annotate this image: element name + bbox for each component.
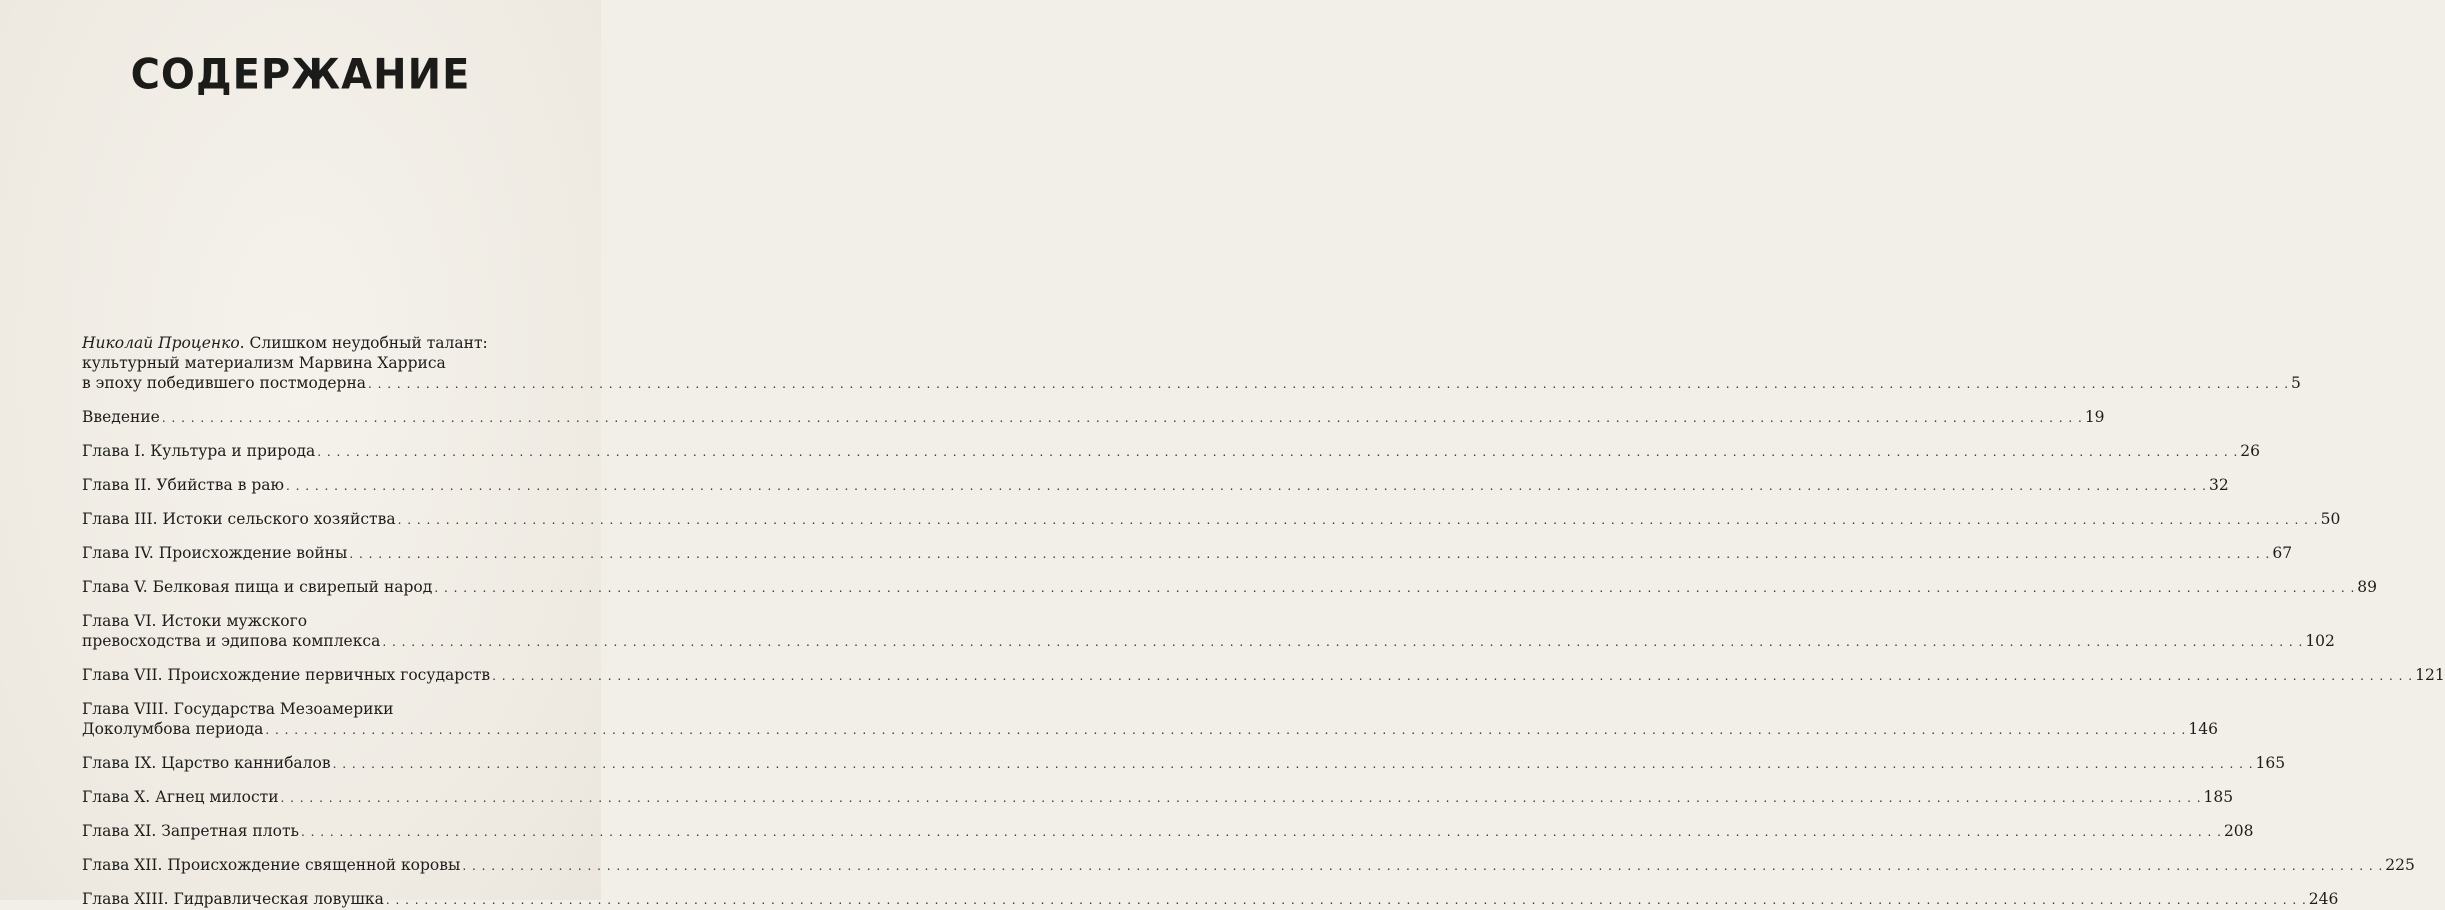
toc-entry-title: Глава XI. Запретная плоть <box>82 822 299 840</box>
toc-entry-title: Глава X. Агнец милости <box>82 788 279 806</box>
toc-entry-last-line <box>82 665 2445 686</box>
toc-leader-dots: . . . . . . . . . . . . . . . . . . . . . . . . . . . . . . . . . . . . . . . . . . . . . . . . . . . . . . . . . . . . . . . . . . . . . . . . . . . . . . . . . . . . . . . . . . . . . . . . . . . . . . . . . . . . . . . . . . . . . . . . . . . . . . . . . . . . . . . . . . . . . . . . . . . . . . . . . . . . . . . . . . . . . . . . . . . . . . . . . . . . . . . . . . . . . . . . . . . . . . . . <box>286 479 2207 493</box>
toc-entry-line <box>82 333 530 353</box>
toc-page-number: 246 <box>2308 890 2339 908</box>
page-title: СОДЕРЖАНИЕ <box>130 50 471 100</box>
toc-entry-title: Доколумбова периода <box>82 720 264 738</box>
toc-leader-dots: . . . . . . . . . . . . . . . . . . . . . . . . . . . . . . . . . . . . . . . . . . . . . . . . . . . . . . . . . . . . . . . . . . . . . . . . . . . . . . . . . . . . . . . . . . . . . . . . . . . . . . . . . . . . . . . . . . . . . . . . . . . . . . . . . . . . . . . . . . . . . . . . . . . . . . . . . . . . . . . . . . . . . . . . . . . . . . . . . . . . . . . . . . . . . . . . . . . . . . . . <box>385 893 2307 907</box>
toc-page-number: 19 <box>2084 408 2105 426</box>
toc-author: Николай Проценко. <box>82 334 245 352</box>
toc-entry-last-line <box>82 753 2286 774</box>
toc-entry <box>82 855 2415 876</box>
toc-page-number: 121 <box>2415 666 2445 684</box>
toc-entry <box>82 333 2301 394</box>
toc-leader-dots: . . . . . . . . . . . . . . . . . . . . . . . . . . . . . . . . . . . . . . . . . . . . . . . . . . . . . . . . . . . . . . . . . . . . . . . . . . . . . . . . . . . . . . . . . . . . . . . . . . . . . . . . . . . . . . . . . . . . . . . . . . . . . . . . . . . . . . . . . . . . . . . . . . . . . . . . . . . . . . . . . . . . . . . . . . . . . . . . . . . . . . . . . . . . . . . . . . . . . . . . <box>161 411 2083 425</box>
toc-entry-title: Глава II. Убийства в раю <box>82 476 284 494</box>
toc-entry-line <box>82 699 530 719</box>
toc-entry-title: Глава V. Белковая пища и свирепый народ <box>82 578 433 596</box>
table-of-contents <box>82 333 2445 910</box>
toc-entry-last-line <box>82 373 2301 394</box>
toc-entry-last-line <box>82 509 2341 530</box>
toc-entry <box>82 665 2445 686</box>
toc-page-number: 102 <box>2305 632 2335 650</box>
toc-leader-dots: . . . . . . . . . . . . . . . . . . . . . . . . . . . . . . . . . . . . . . . . . . . . . . . . . . . . . . . . . . . . . . . . . . . . . . . . . . . . . . . . . . . . . . . . . . . . . . . . . . . . . . . . . . . . . . . . . . . . . . . . . . . . . . . . . . . . . . . . . . . . . . . . . . . . . . . . . . . . . . . . . . . . . . . . . . . . . . . . . . . . . . . . . . . . . . . . . . . . . . . . <box>349 547 2271 561</box>
toc-leader-dots: . . . . . . . . . . . . . . . . . . . . . . . . . . . . . . . . . . . . . . . . . . . . . . . . . . . . . . . . . . . . . . . . . . . . . . . . . . . . . . . . . . . . . . . . . . . . . . . . . . . . . . . . . . . . . . . . . . . . . . . . . . . . . . . . . . . . . . . . . . . . . . . . . . . . . . . . . . . . . . . . . . . . . . . . . . . . . . . . . . . . . . . . . . . . . . . . . . . . . . . . <box>397 513 2319 527</box>
toc-entry <box>82 889 2339 910</box>
toc-entry-title: в эпоху победившего постмодерна <box>82 374 367 392</box>
toc-entry-last-line <box>82 577 2378 598</box>
toc-entry <box>82 787 2234 808</box>
toc-entry-text: Глава VIII. Государства Мезоамерики <box>82 700 394 718</box>
toc-entry-title: Глава I. Культура и природа <box>82 442 316 460</box>
toc-entry-title: превосходства и эдипова комплекса <box>82 632 381 650</box>
toc-page-number: 26 <box>2240 442 2260 460</box>
toc-entry <box>82 577 2378 598</box>
toc-page-number: 225 <box>2385 856 2415 874</box>
toc-entry-last-line <box>82 441 2260 462</box>
toc-entry-title: Введение <box>82 408 160 426</box>
toc-page-number: 165 <box>2255 754 2286 772</box>
toc-entry-line <box>82 611 530 631</box>
toc-page-number: 32 <box>2208 476 2229 494</box>
toc-leader-dots: . . . . . . . . . . . . . . . . . . . . . . . . . . . . . . . . . . . . . . . . . . . . . . . . . . . . . . . . . . . . . . . . . . . . . . . . . . . . . . . . . . . . . . . . . . . . . . . . . . . . . . . . . . . . . . . . . . . . . . . . . . . . . . . . . . . . . . . . . . . . . . . . . . . . . . . . . . . . . . . . . . . . . . . . . . . . . . . . . . . . . . . . . . . . . . . . . . . . . . . . <box>265 723 2187 737</box>
toc-entry <box>82 441 2260 462</box>
toc-entry-title: Глава IX. Царство каннибалов <box>82 754 331 772</box>
toc-entry <box>82 699 2218 740</box>
toc-entry-title: Глава IV. Происхождение войны <box>82 544 348 562</box>
toc-entry <box>82 821 2254 842</box>
toc-page-number: 5 <box>2291 374 2301 392</box>
toc-entry-last-line <box>82 543 2293 564</box>
toc-page-number: 50 <box>2320 510 2341 528</box>
toc-entry <box>82 407 2105 428</box>
toc-entry-last-line <box>82 407 2105 428</box>
toc-entry-line <box>82 353 530 373</box>
toc-entry-title: Глава XII. Происхождение священной коровы <box>82 856 461 874</box>
toc-entry <box>82 753 2286 774</box>
toc-entry-text: Слишком неудобный талант: <box>249 334 488 352</box>
toc-page-number: 89 <box>2357 578 2378 596</box>
toc-page-number: 208 <box>2223 822 2254 840</box>
toc-page-number: 146 <box>2188 720 2218 738</box>
toc-entry-text: Глава VI. Истоки мужского <box>82 612 308 630</box>
toc-entry-title: Глава VII. Происхождение первичных государств <box>82 666 491 684</box>
toc-leader-dots: . . . . . . . . . . . . . . . . . . . . . . . . . . . . . . . . . . . . . . . . . . . . . . . . . . . . . . . . . . . . . . . . . . . . . . . . . . . . . . . . . . . . . . . . . . . . . . . . . . . . . . . . . . . . . . . . . . . . . . . . . . . . . . . . . . . . . . . . . . . . . . . . . . . . . . . . . . . . . . . . . . . . . . . . . . . . . . . . . . . . . . . . . . . . . . . . . . . . . . . . <box>462 859 2384 873</box>
toc-entry-last-line <box>82 631 2335 652</box>
toc-leader-dots: . . . . . . . . . . . . . . . . . . . . . . . . . . . . . . . . . . . . . . . . . . . . . . . . . . . . . . . . . . . . . . . . . . . . . . . . . . . . . . . . . . . . . . . . . . . . . . . . . . . . . . . . . . . . . . . . . . . . . . . . . . . . . . . . . . . . . . . . . . . . . . . . . . . . . . . . . . . . . . . . . . . . . . . . . . . . . . . . . . . . . . . . . . . . . . . . . . . . . . . . <box>434 581 2356 595</box>
toc-leader-dots: . . . . . . . . . . . . . . . . . . . . . . . . . . . . . . . . . . . . . . . . . . . . . . . . . . . . . . . . . . . . . . . . . . . . . . . . . . . . . . . . . . . . . . . . . . . . . . . . . . . . . . . . . . . . . . . . . . . . . . . . . . . . . . . . . . . . . . . . . . . . . . . . . . . . . . . . . . . . . . . . . . . . . . . . . . . . . . . . . . . . . . . . . . . . . . . . . . . . . . . . <box>382 635 2304 649</box>
toc-entry <box>82 475 2229 496</box>
toc-entry-text: культурный материализм Марвина Харриса <box>82 354 446 372</box>
toc-entry-title: Глава XIII. Гидравлическая ловушка <box>82 890 384 908</box>
toc-leader-dots: . . . . . . . . . . . . . . . . . . . . . . . . . . . . . . . . . . . . . . . . . . . . . . . . . . . . . . . . . . . . . . . . . . . . . . . . . . . . . . . . . . . . . . . . . . . . . . . . . . . . . . . . . . . . . . . . . . . . . . . . . . . . . . . . . . . . . . . . . . . . . . . . . . . . . . . . . . . . . . . . . . . . . . . . . . . . . . . . . . . . . . . . . . . . . . . . . . . . . . . . <box>300 825 2222 839</box>
toc-leader-dots: . . . . . . . . . . . . . . . . . . . . . . . . . . . . . . . . . . . . . . . . . . . . . . . . . . . . . . . . . . . . . . . . . . . . . . . . . . . . . . . . . . . . . . . . . . . . . . . . . . . . . . . . . . . . . . . . . . . . . . . . . . . . . . . . . . . . . . . . . . . . . . . . . . . . . . . . . . . . . . . . . . . . . . . . . . . . . . . . . . . . . . . . . . . . . . . . . . . . . . . . <box>317 445 2239 459</box>
toc-page-number: 67 <box>2272 544 2293 562</box>
toc-entry-last-line <box>82 787 2234 808</box>
toc-entry-title: Глава III. Истоки сельского хозяйства <box>82 510 396 528</box>
toc-leader-dots: . . . . . . . . . . . . . . . . . . . . . . . . . . . . . . . . . . . . . . . . . . . . . . . . . . . . . . . . . . . . . . . . . . . . . . . . . . . . . . . . . . . . . . . . . . . . . . . . . . . . . . . . . . . . . . . . . . . . . . . . . . . . . . . . . . . . . . . . . . . . . . . . . . . . . . . . . . . . . . . . . . . . . . . . . . . . . . . . . . . . . . . . . . . . . . . . . . . . . . . . <box>332 757 2254 771</box>
toc-entry-last-line <box>82 821 2254 842</box>
toc-entry <box>82 543 2293 564</box>
toc-entry <box>82 509 2341 530</box>
toc-entry-last-line <box>82 719 2218 740</box>
toc-leader-dots: . . . . . . . . . . . . . . . . . . . . . . . . . . . . . . . . . . . . . . . . . . . . . . . . . . . . . . . . . . . . . . . . . . . . . . . . . . . . . . . . . . . . . . . . . . . . . . . . . . . . . . . . . . . . . . . . . . . . . . . . . . . . . . . . . . . . . . . . . . . . . . . . . . . . . . . . . . . . . . . . . . . . . . . . . . . . . . . . . . . . . . . . . . . . . . . . . . . . . . . . <box>280 791 2202 805</box>
toc-leader-dots: . . . . . . . . . . . . . . . . . . . . . . . . . . . . . . . . . . . . . . . . . . . . . . . . . . . . . . . . . . . . . . . . . . . . . . . . . . . . . . . . . . . . . . . . . . . . . . . . . . . . . . . . . . . . . . . . . . . . . . . . . . . . . . . . . . . . . . . . . . . . . . . . . . . . . . . . . . . . . . . . . . . . . . . . . . . . . . . . . . . . . . . . . . . . . . . . . . . . . . . . <box>492 669 2414 683</box>
toc-page-number: 185 <box>2203 788 2234 806</box>
toc-entry-last-line <box>82 475 2229 496</box>
toc-leader-dots: . . . . . . . . . . . . . . . . . . . . . . . . . . . . . . . . . . . . . . . . . . . . . . . . . . . . . . . . . . . . . . . . . . . . . . . . . . . . . . . . . . . . . . . . . . . . . . . . . . . . . . . . . . . . . . . . . . . . . . . . . . . . . . . . . . . . . . . . . . . . . . . . . . . . . . . . . . . . . . . . . . . . . . . . . . . . . . . . . . . . . . . . . . . . . . . . . . . . . . . . <box>368 377 2290 391</box>
toc-entry-last-line <box>82 855 2415 876</box>
toc-entry <box>82 611 2335 652</box>
toc-entry-last-line <box>82 889 2339 910</box>
